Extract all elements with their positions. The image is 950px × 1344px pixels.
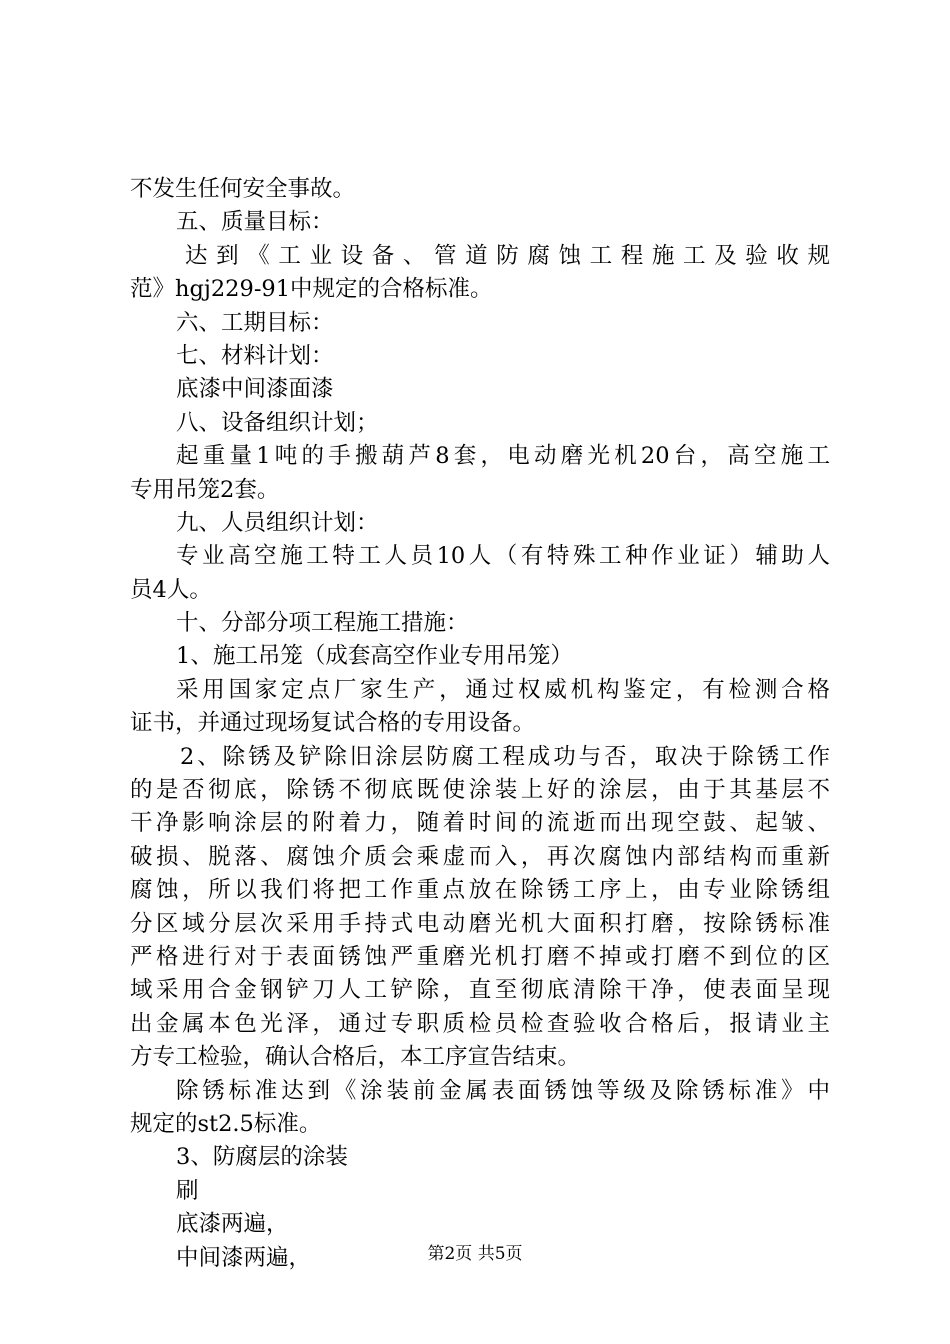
text-line: 域采用合金钢铲刀人工铲除，直至彻底清除干净，使表面呈现 [130, 977, 830, 1004]
text-line: 中间漆两遍， [176, 1244, 312, 1271]
text-line: 出金属本色光泽，通过专职质检员检查验收合格后，报请业主 [130, 1010, 830, 1037]
text-line: 底漆两遍， [176, 1211, 289, 1238]
section-heading-schedule-goal: 六、工期目标： [176, 309, 334, 336]
subsection-heading-coating: 3、防腐层的涂装 [176, 1144, 348, 1171]
text-line: 不发生任何安全事故。 [130, 176, 356, 202]
text-line: 证书，并通过现场复试合格的专用设备。 [130, 710, 536, 737]
text-line: 采用国家定点厂家生产，通过权威机构鉴定，有检测合格 [176, 676, 830, 703]
text-line: 严格进行对于表面锈蚀严重磨光机打磨不掉或打磨不到位的区 [130, 943, 830, 970]
section-heading-personnel-plan: 九、人员组织计划： [176, 509, 379, 536]
text-line: 除锈标准达到《涂装前金属表面锈蚀等级及除锈标准》中 [176, 1077, 830, 1104]
text-line: 专业高空施工特工人员10人（有特殊工种作业证）辅助人 [176, 543, 830, 570]
section-heading-equipment-plan: 八、设备组织计划； [176, 409, 379, 436]
text-line: 破损、脱落、腐蚀介质会乘虚而入，再次腐蚀内部结构而重新 [130, 843, 830, 870]
document-body [130, 173, 830, 1275]
text-line: 分区域分层次采用手持式电动磨光机大面积打磨，按除锈标准 [130, 910, 830, 937]
section-heading-quality-goal: 五、质量目标： [176, 209, 334, 236]
section-heading-construction-measures: 十、分部分项工程施工措施： [176, 610, 469, 637]
text-line: 底漆中间漆面漆 [176, 376, 334, 403]
text-line: 专用吊笼2套。 [130, 476, 280, 503]
text-line: 方专工检验，确认合格后，本工序宣告结束。 [130, 1044, 581, 1071]
subsection-heading-hanging-basket: 1、施工吊笼（成套高空作业专用吊笼） [176, 643, 573, 670]
text-line: 2、除锈及铲除旧涂层防腐工程成功与否，取决于除锈工作 [180, 743, 830, 770]
text-line: 员4人。 [130, 576, 212, 603]
text-line: 的是否彻底，除锈不彻底既使涂装上好的涂层，由于其基层不 [130, 777, 830, 804]
section-heading-material-plan: 七、材料计划： [176, 342, 334, 369]
text-line: 规定的st2.5标准。 [130, 1110, 322, 1137]
text-line: 刷 [176, 1177, 199, 1204]
text-line: 腐蚀，所以我们将把工作重点放在除锈工序上，由专业除锈组 [130, 877, 830, 904]
text-line: 起重量1吨的手搬葫芦8套，电动磨光机20台，高空施工 [176, 443, 830, 470]
page-number-footer: 第2页 共5页 [427, 1244, 523, 1264]
text-line: 达到《工业设备、管道防腐蚀工程施工及验收规 [185, 242, 830, 269]
text-line: 干净影响涂层的附着力，随着时间的流逝而出现空鼓、起皱、 [130, 810, 830, 837]
text-line: 范》hgj229-91中规定的合格标准。 [130, 276, 493, 303]
